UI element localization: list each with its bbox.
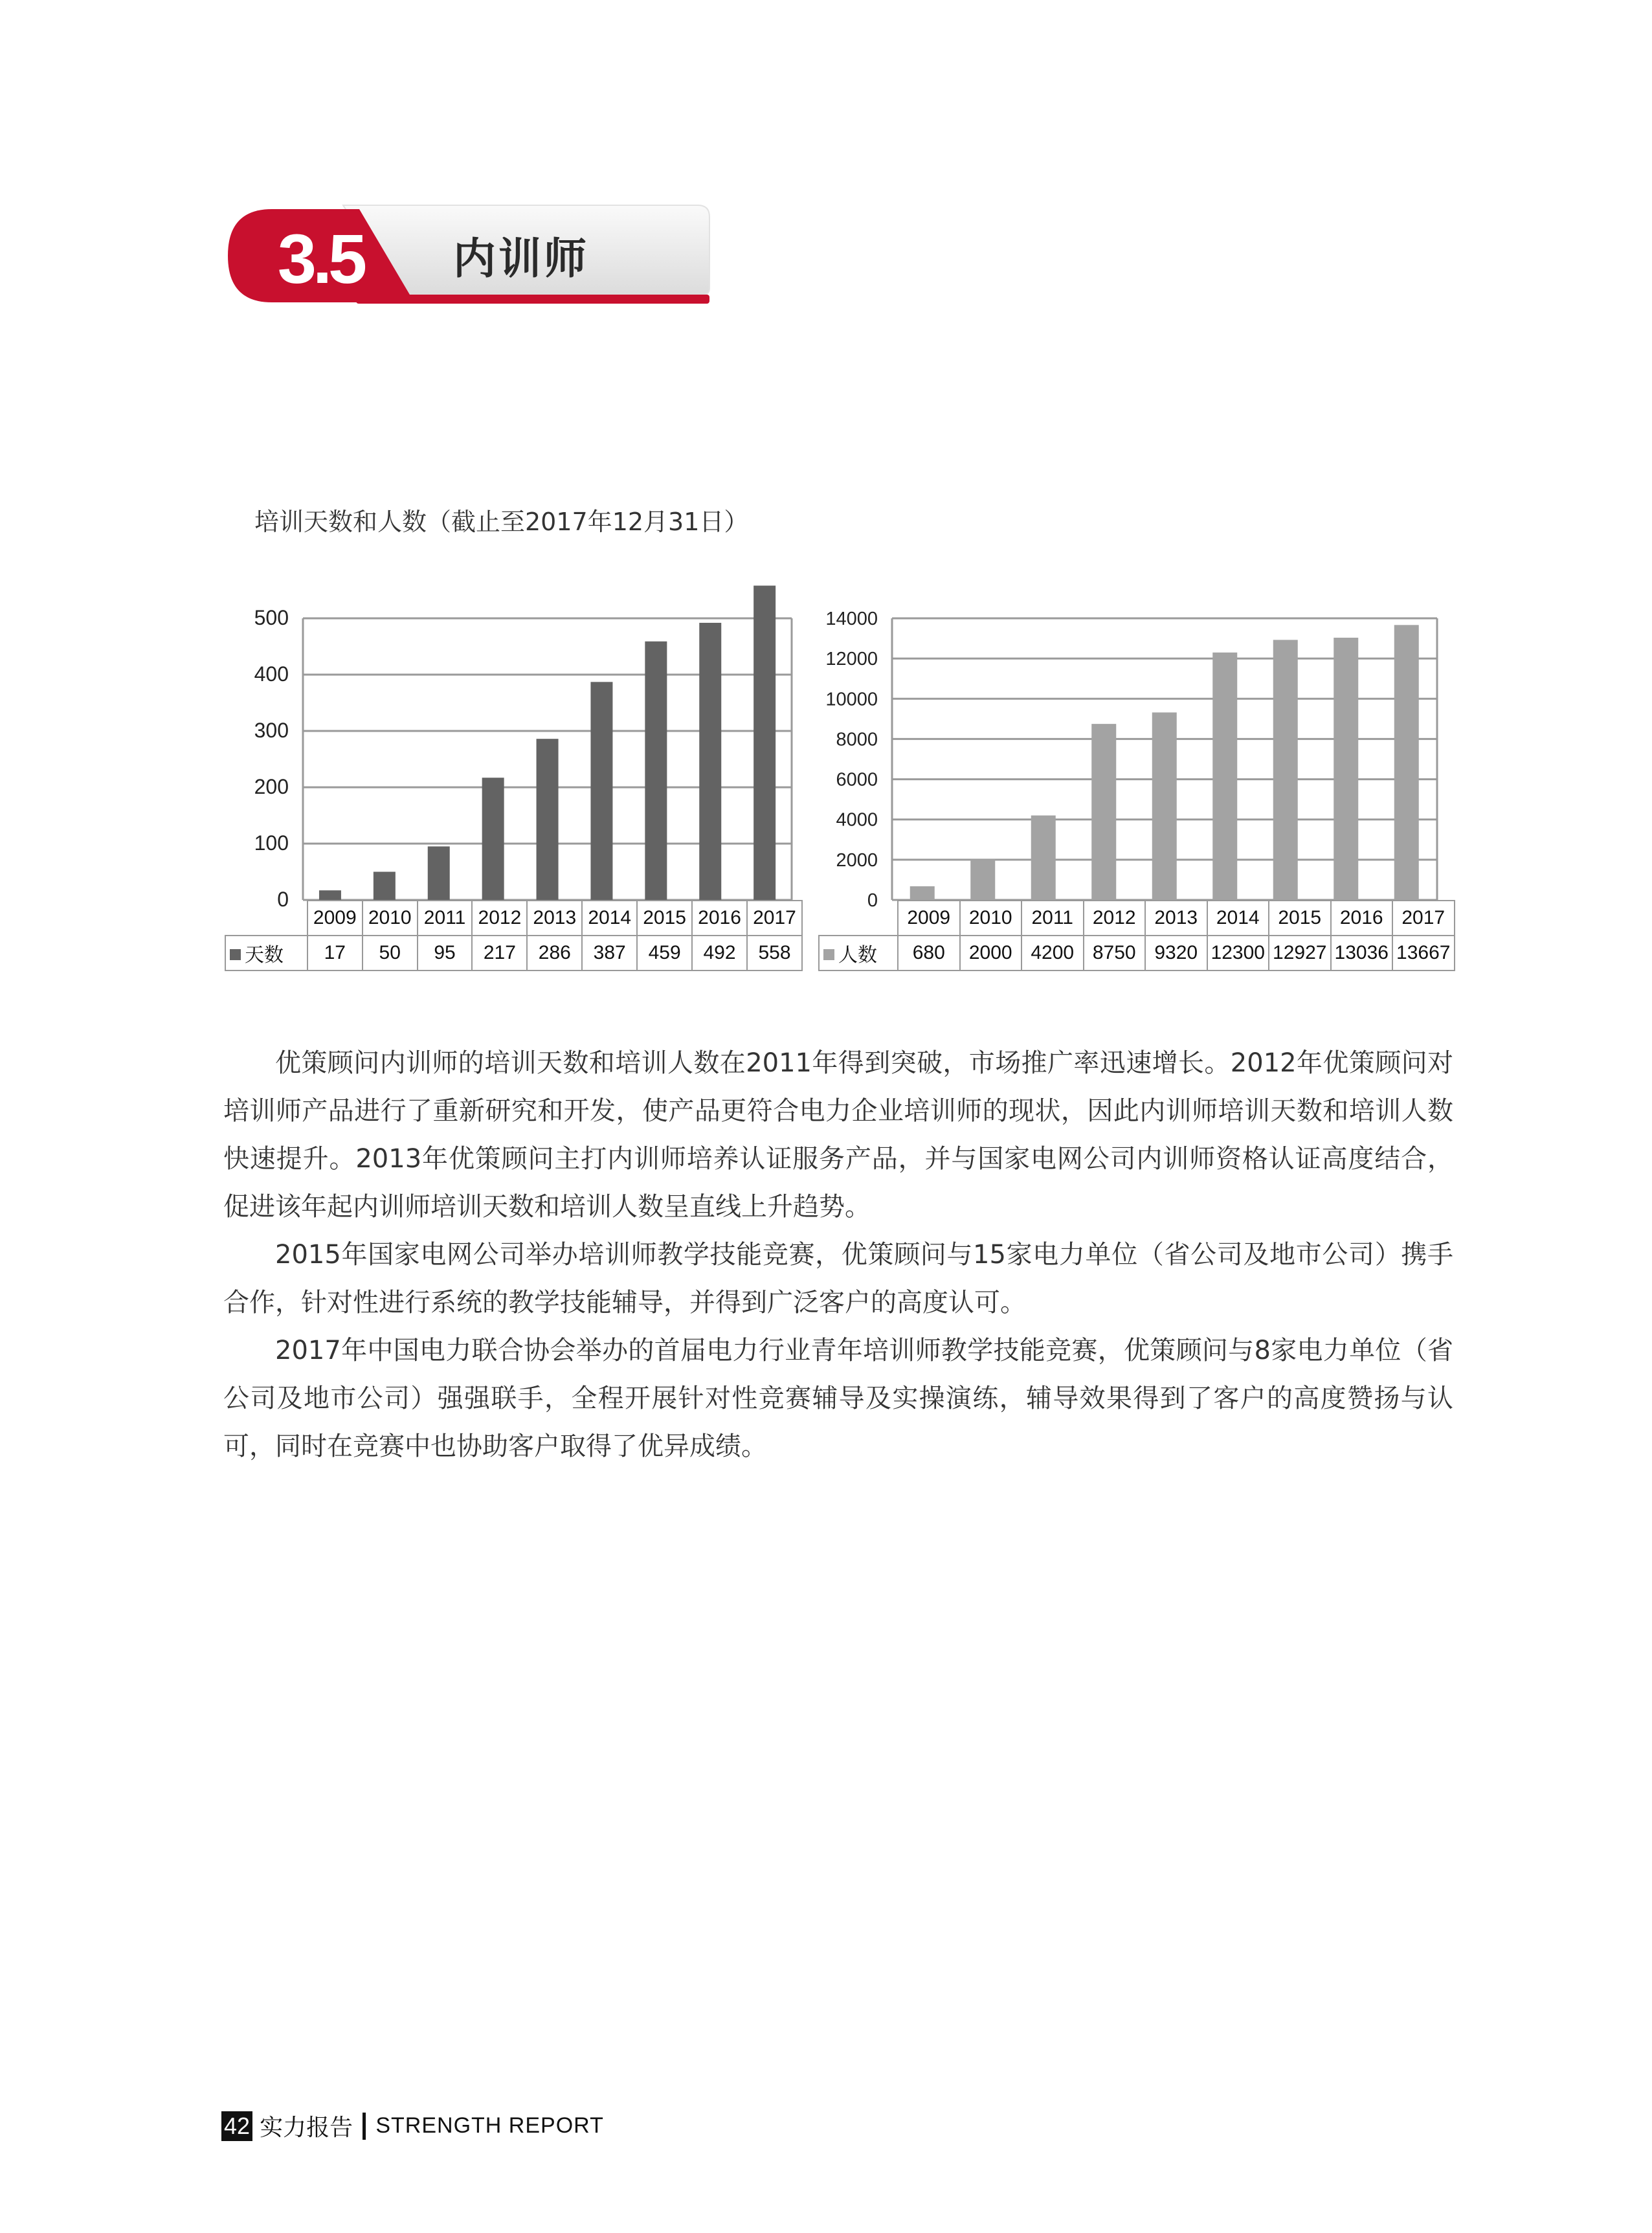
- legend-people: [819, 936, 898, 971]
- bar-2013: [537, 739, 559, 900]
- year-cell: 2016: [1331, 901, 1393, 936]
- bar-2014: [1212, 653, 1237, 900]
- legend-label-days: 天数: [245, 944, 284, 967]
- training-people-chart: [819, 570, 1460, 997]
- year-cell: 2014: [1207, 901, 1269, 936]
- year-cell: 2011: [418, 901, 473, 936]
- y-tick-label: 0: [867, 890, 878, 911]
- y-tick-label: 12000: [825, 649, 878, 670]
- value-cell: 8750: [1084, 936, 1146, 971]
- value-cell: 558: [747, 936, 802, 971]
- bar-2016: [1334, 638, 1358, 900]
- paragraph-2: 2015年国家电网公司举办培训师教学技能竞赛，优策顾问与15家电力单位（省公司及地市公司）携手合作，针对性进行系统的教学技能辅导，并得到广泛客户的高度认可。: [223, 1240, 1453, 1318]
- year-cell: 2013: [1145, 901, 1207, 936]
- year-cell: 2016: [692, 901, 747, 936]
- value-cell: 12300: [1207, 936, 1269, 971]
- y-tick-label: 100: [254, 831, 289, 855]
- bar-2012: [1091, 724, 1116, 900]
- value-cell: 9320: [1145, 936, 1207, 971]
- section-title: 内训师: [453, 234, 589, 284]
- year-cell: 2009: [307, 901, 363, 936]
- bar-2010: [970, 860, 995, 900]
- year-cell: 2012: [1084, 901, 1146, 936]
- training-days-plot: [220, 570, 803, 932]
- year-cell: 2014: [582, 901, 637, 936]
- bar-2011: [428, 846, 450, 900]
- year-cell: 2017: [747, 901, 802, 936]
- legend-swatch: [823, 949, 834, 960]
- value-cell: 680: [898, 936, 960, 971]
- legend-swatch: [230, 949, 241, 960]
- paragraph-1: 优策顾问内训师的培训天数和培训人数在2011年得到突破，市场推广率迅速增长。2012年优策顾问对培训师产品进行了重新研究和开发，使产品更符合电力企业培训师的现状，因此内训师培训天数和培训人数快速提升。2013年优策顾问主打内训师培养认证服务产品，并与国家电网公司内训师资格认证高度结合，促进该年起内训师培训天数和培训人数呈直线上升趋势。: [223, 1048, 1453, 1222]
- value-cell: 492: [692, 936, 747, 971]
- footer-title-cn: 实力报告: [260, 2115, 353, 2141]
- y-tick-label: 8000: [836, 729, 878, 750]
- bar-2012: [482, 778, 504, 900]
- bar-2015: [1273, 640, 1298, 900]
- y-tick-label: 2000: [836, 849, 878, 871]
- legend-label-people: 人数: [838, 944, 877, 967]
- bar-2009: [910, 886, 935, 900]
- value-cell: 95: [418, 936, 473, 971]
- training-days-chart: [220, 570, 803, 997]
- year-cell: 2015: [1269, 901, 1331, 936]
- bar-2014: [590, 682, 612, 900]
- y-tick-label: 200: [254, 775, 289, 798]
- bar-2013: [1152, 712, 1177, 900]
- year-cell: 2017: [1392, 901, 1455, 936]
- value-cell: 13667: [1392, 936, 1455, 971]
- value-cell: 4200: [1021, 936, 1084, 971]
- value-cell: 12927: [1269, 936, 1331, 971]
- value-cell: 2000: [960, 936, 1022, 971]
- year-cell: 2010: [960, 901, 1022, 936]
- year-cell: 2011: [1021, 901, 1084, 936]
- y-tick-label: 6000: [836, 769, 878, 791]
- year-cell: 2009: [898, 901, 960, 936]
- value-cell: 13036: [1331, 936, 1393, 971]
- paragraph-3: 2017年中国电力联合协会举办的首届电力行业青年培训师教学技能竞赛，优策顾问与8家电力单位（省公司及地市公司）强强联手，全程开展针对性竞赛辅导及实操演练，辅导效果得到了客户的高度赞扬与认可，同时在竞赛中也协助客户取得了优异成绩。: [223, 1336, 1453, 1461]
- y-tick-label: 300: [254, 719, 289, 742]
- section-number: 3.5: [277, 219, 364, 298]
- year-cell: 2013: [527, 901, 582, 936]
- value-row: [225, 936, 802, 971]
- bar-2009: [319, 890, 341, 900]
- value-cell: 50: [363, 936, 418, 971]
- y-tick-label: 400: [254, 662, 289, 686]
- legend-days: [225, 936, 307, 971]
- y-tick-label: 14000: [825, 609, 878, 629]
- page-number: 42: [221, 2111, 252, 2141]
- training-people-plot: [819, 570, 1460, 932]
- year-row: [225, 901, 802, 936]
- value-cell: 459: [637, 936, 692, 971]
- section-header: [227, 204, 712, 320]
- bar-2011: [1031, 816, 1056, 901]
- bar-2017: [753, 586, 776, 900]
- y-tick-label: 10000: [825, 689, 878, 710]
- bar-2015: [645, 642, 667, 900]
- page-footer: [221, 2109, 604, 2142]
- bar-2016: [699, 623, 721, 900]
- chart-caption: 培训天数和人数（截止至2017年12月31日）: [254, 508, 749, 536]
- training-days-data-table: [225, 900, 803, 971]
- training-people-data-table: [818, 900, 1455, 971]
- y-tick-label: 0: [277, 888, 289, 911]
- footer-title-en: STRENGTH REPORT: [375, 2113, 604, 2138]
- value-row: [819, 936, 1455, 971]
- bar-2010: [374, 872, 396, 901]
- value-cell: 17: [307, 936, 363, 971]
- year-cell: 2012: [472, 901, 527, 936]
- y-tick-label: 500: [254, 606, 289, 629]
- value-cell: 387: [582, 936, 637, 971]
- value-cell: 217: [472, 936, 527, 971]
- year-cell: 2015: [637, 901, 692, 936]
- year-cell: 2010: [363, 901, 418, 936]
- footer-separator: [363, 2113, 366, 2140]
- value-cell: 286: [527, 936, 582, 971]
- y-tick-label: 4000: [836, 809, 878, 831]
- year-row: [819, 901, 1455, 936]
- body-text: [223, 1039, 1453, 1470]
- bar-2017: [1394, 625, 1419, 900]
